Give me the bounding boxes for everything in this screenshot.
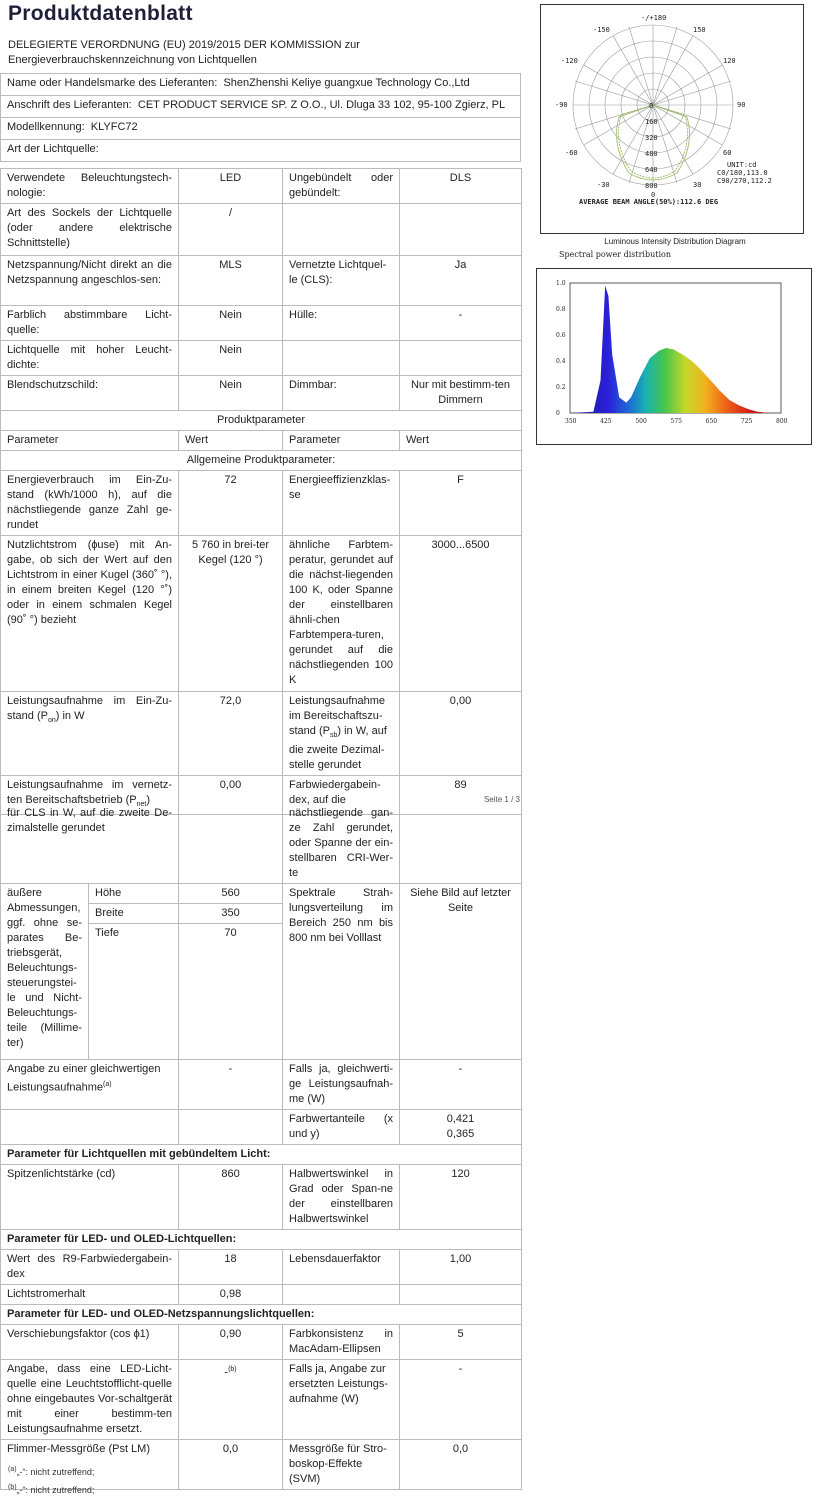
cell-height-value: 560 — [179, 884, 283, 904]
radial-label: 640 — [645, 166, 658, 174]
supplier-name-label: Name oder Handelsmarke des Lieferanten: — [7, 77, 218, 89]
cell-technology-label: Verwendete Beleuchtungstech-nologie: — [1, 169, 179, 204]
header-value: Wert — [400, 431, 522, 451]
header-parameter: Parameter — [1, 431, 179, 451]
networked-sub: net — [136, 801, 147, 809]
angle-label: 60 — [723, 149, 732, 157]
section-product-parameters: Produktparameter — [1, 411, 522, 431]
supplier-name-row — [1, 74, 521, 96]
replacement-dash: - — [224, 1366, 229, 1379]
cell-chromaticity-label: Farbwertanteile (x und y) — [283, 1110, 400, 1145]
footnote-b — [8, 1484, 94, 1495]
cell-directional-value: DLS — [400, 169, 522, 204]
cell-depth-value: 70 — [179, 924, 283, 1060]
polar-svg — [541, 5, 803, 233]
radial-label: 800 — [645, 182, 658, 190]
angle-label: 120 — [723, 57, 736, 65]
cell-chromaticity-value — [400, 1110, 522, 1145]
spectral-svg — [537, 269, 811, 444]
cell-replacement-value — [179, 1360, 283, 1440]
x-tick-label: 425 — [600, 418, 612, 425]
cell-survival-label: Lebensdauerfaktor — [283, 1250, 400, 1285]
cell-survival-value: 1,00 — [400, 1250, 522, 1285]
chromaticity-y: 0,365 — [446, 1128, 475, 1140]
header-parameter: Parameter — [283, 431, 400, 451]
cell-lumen-maintenance-value: 0,98 — [179, 1285, 283, 1305]
radial-label: 480 — [645, 150, 658, 158]
cell-empty — [400, 204, 522, 256]
cell-peak-intensity-label: Spitzenlichtstärke (cd) — [1, 1165, 179, 1230]
x-tick-label: 800 — [776, 418, 788, 425]
light-source-type-label: Art der Lichtquelle: — [1, 140, 521, 162]
cell-luminous-flux-value: 5 760 in brei-ter Kegel (120 °) — [179, 536, 283, 692]
footnote-b-ref: (b) — [228, 1366, 237, 1373]
cell-height-label: Höhe — [89, 884, 179, 904]
cell-empty — [400, 341, 522, 376]
cell-cls-value: Ja — [400, 256, 522, 306]
angle-label: -60 — [565, 149, 578, 157]
unit-label: UNIT:cd — [727, 161, 757, 169]
supplier-table — [0, 73, 521, 162]
cell-r9-value: 18 — [179, 1250, 283, 1285]
cell-width-value: 350 — [179, 904, 283, 924]
x-tick-label: 575 — [670, 418, 682, 425]
cell-beam-angle-value: 120 — [400, 1165, 522, 1230]
y-ticks — [556, 280, 566, 417]
cell-envelope-value: - — [400, 306, 522, 341]
footnote-a-text: „-“: nicht zutreffend; — [16, 1467, 95, 1477]
cell-mains-value: MLS — [179, 256, 283, 306]
cell-on-power-value: 72,0 — [179, 692, 283, 776]
standby-sub: sb — [329, 732, 338, 740]
page-number: Seite 1 / 3 — [483, 795, 520, 804]
cell-dimensions-label: äußere Abmessungen, ggf. ohne se-parates Be-triebsgerät, Beleuchtungs-steuerungstei-le und Nicht-Beleuchtungs-teile (Millime-ter) — [1, 884, 89, 1060]
y-tick-label: 1.0 — [556, 280, 566, 287]
radial-label: 320 — [645, 134, 658, 142]
page-title: Produktdatenblatt — [8, 2, 193, 25]
x-tick-label: 650 — [705, 418, 718, 425]
angle-label: 150 — [693, 26, 706, 34]
cell-spectral-value: Siehe Bild auf letzter Seite — [400, 884, 522, 1060]
footnote-b-text: „-“: nicht zutreffend; — [16, 1485, 95, 1495]
cell-cap-value: / — [179, 204, 283, 256]
x-tick-label: 350 — [565, 418, 577, 425]
cell-empty — [283, 204, 400, 256]
y-tick-label: 0.2 — [556, 384, 566, 391]
angle-label: -120 — [561, 57, 578, 65]
y-tick-label: 0.8 — [556, 306, 566, 313]
cell-energy-consumption-label: Energieverbrauch im Ein-Zu-stand (kWh/1000 h), auf die nächstliegende ganze Zahl ge-rundet — [1, 471, 179, 536]
cell-antiglare-value: Nein — [179, 376, 283, 411]
cell-replaced-power-label: Falls ja, Angabe zur ersetzten Leistungs-aufnahme (W) — [283, 1360, 400, 1440]
model-row — [1, 118, 521, 140]
supplier-address-label: Anschrift des Lieferanten: — [7, 99, 132, 111]
model-label: Modellkennung: — [7, 121, 85, 133]
cell-equivalent-power-label — [1, 1060, 179, 1110]
cell-stroboscopic-label: Messgröße für Stro-boskop-Effekte (SVM) — [283, 1440, 400, 1490]
cell-cap-label: Art des Sockels der Lichtquelle (oder andere elektrische Schnittstelle) — [1, 204, 179, 256]
cell-high-luminance-value: Nein — [179, 341, 283, 376]
networked-text-end: ) — [146, 794, 151, 807]
cell-equivalent-power-value: - — [179, 1060, 283, 1110]
y-tick-label: 0 — [556, 410, 560, 417]
cell-empty — [179, 804, 283, 884]
cell-empty — [1, 1110, 179, 1145]
cell-energy-consumption-value: 72 — [179, 471, 283, 536]
cell-luminous-flux-label: Nutzlichtstrom (ɸuse) mit An-gabe, ob sich der Wert auf den Lichtstrom in einer Kugel (360˚ °), in einem breiten Kegel (120 °˚) oder in einem schmalen Kegel (90˚ °) bezieht — [1, 536, 179, 692]
supplier-address-row — [1, 96, 521, 118]
chromaticity-x: 0,421 — [446, 1113, 475, 1125]
cell-spectral-label: Spektrale Strah-lungsverteilung im Bereich 250 nm bis 800 nm bei Volllast — [283, 884, 400, 1060]
radial-label: 160 — [645, 118, 658, 126]
cell-equivalent-watt-label: Falls ja, gleichwerti-ge Leistungsaufnah-me (W) — [283, 1060, 400, 1110]
angle-label: -/+180 — [641, 14, 667, 22]
footnote-a-mark: (a) — [8, 1466, 17, 1473]
cell-empty — [400, 804, 522, 884]
cell-energy-class-label: Energieeffizienzklas-se — [283, 471, 400, 536]
cell-empty — [283, 1285, 400, 1305]
x-tick-label: 500 — [635, 418, 647, 425]
cell-lumen-maintenance-label: Lichtstromerhalt — [1, 1285, 179, 1305]
cell-empty — [283, 341, 400, 376]
legend-c0: C0/180,113.0 — [717, 169, 768, 177]
cell-dimmable-value: Nur mit bestimm-ten Dimmern — [400, 376, 522, 411]
x-tick-label: 725 — [740, 418, 753, 425]
cell-cls-networked-cont: für CLS in W, auf die zweite De-zimalstelle gerundet — [1, 804, 179, 884]
x-ticks — [565, 418, 788, 425]
section-led-oled: Parameter für LED- und OLED-Lichtquellen: — [1, 1230, 522, 1250]
cell-directional-label: Ungebündelt oder gebündelt: — [283, 169, 400, 204]
networked-text: Leistungsaufnahme im vernetz-ten Bereitschaftsbetrieb (P — [7, 779, 172, 807]
polar-caption: Luminous Intensity Distribution Diagram — [604, 237, 746, 246]
cell-displacement-label: Verschiebungsfaktor (cos ɸ1) — [1, 1325, 179, 1360]
cell-replaced-power-value: - — [400, 1360, 522, 1440]
cell-standby-power-value: 0,00 — [400, 692, 522, 776]
cell-energy-class-value: F — [400, 471, 522, 536]
angle-label: 90 — [737, 101, 746, 109]
section-directional: Parameter für Lichtquellen mit gebündeltem Licht: — [1, 1145, 522, 1165]
cell-standby-power-label — [283, 692, 400, 776]
angle-label: -150 — [593, 26, 610, 34]
section-general-parameters: Allgemeine Produktparameter: — [1, 451, 522, 471]
spectral-chart — [536, 268, 812, 445]
cell-color-consistency-label: Farbkonsistenz in MacAdam-Ellipsen — [283, 1325, 400, 1360]
cell-displacement-value: 0,90 — [179, 1325, 283, 1360]
cell-cct-label: ähnliche Farbtem-peratur, gerundet auf die nächst-liegenden 100 K, oder Spanne der einstellbaren ähnli-chen Farbtempera-turen, gerundet auf die nächstliegenden 100 K — [283, 536, 400, 692]
cell-depth-label: Tiefe — [89, 924, 179, 1060]
cell-networked-standby-value: 0,00 — [179, 776, 283, 815]
regulation-subtitle: DELEGIERTE VERORDNUNG (EU) 2019/2015 DER KOMMISSION zur Energieverbrauchskennzeichnung von Lichtquellen — [8, 39, 360, 66]
on-power-text-end: ) in W — [55, 710, 85, 722]
angle-label: -30 — [597, 181, 610, 189]
product-table-1 — [0, 168, 522, 815]
equivalent-text: Angabe zu einer gleichwertigen Leistungsaufnahme — [7, 1063, 161, 1094]
on-power-text: Leistungsaufnahme im Ein-Zu-stand (P — [7, 695, 172, 722]
standby-text: Leistungsaufnahme im Bereitschaftszu-stand (P — [289, 695, 386, 737]
cell-beam-angle-label: Halbwertswinkel in Grad oder Span-ne der einstellbaren Halbwertswinkel — [283, 1165, 400, 1230]
angle-label: 30 — [693, 181, 702, 189]
cell-envelope-label: Hülle: — [283, 306, 400, 341]
model-value: KLYFC72 — [90, 121, 138, 133]
cell-flicker-label: Flimmer-Messgröße (Pst LM) — [1, 1440, 179, 1490]
standby-text-end: ) in W, auf die zweite Dezimal-stelle gerundet — [289, 725, 387, 772]
footnote-a — [8, 1466, 94, 1477]
cell-cls-label: Vernetzte Lichtquel-le (CLS): — [283, 256, 400, 306]
cell-equivalent-watt-value: - — [400, 1060, 522, 1110]
legend-c90: C90/270,112.2 — [717, 177, 772, 185]
angle-label: -90 — [555, 101, 568, 109]
cell-tunable-value: Nein — [179, 306, 283, 341]
product-table-2 — [0, 804, 522, 1490]
radial-label: 0 — [649, 102, 654, 110]
spectrum-caption: Spectral power distribution — [558, 250, 671, 259]
cell-cri-value: 89 — [400, 776, 522, 815]
section-led-oled-mains: Parameter für LED- und OLED-Netzspannungslichtquellen: — [1, 1305, 522, 1325]
y-tick-label: 0.4 — [556, 358, 566, 365]
cell-empty — [179, 1110, 283, 1145]
cell-color-consistency-value: 5 — [400, 1325, 522, 1360]
cell-cri-label: Farbwiedergabein-dex, auf die — [283, 776, 400, 815]
cell-flicker-value: 0,0 — [179, 1440, 283, 1490]
header-value: Wert — [179, 431, 283, 451]
cell-replacement-label: Angabe, dass eine LED-Licht-quelle eine Leuchtstofflicht-quelle ohne eingebautes Vor-schaltgerät mit einer bestimm-ten Leistungsaufnahme ersetzt. — [1, 1360, 179, 1440]
cell-empty — [400, 1285, 522, 1305]
cell-cct-value: 3000...6500 — [400, 536, 522, 692]
angle-label: 0 — [651, 191, 656, 199]
luminous-intensity-diagram — [540, 4, 804, 234]
cell-high-luminance-label: Lichtquelle mit hoher Leucht-dichte: — [1, 341, 179, 376]
supplier-address-value: CET PRODUCT SERVICE SP. Z O.O., Ul. Dluga 33 102, 95-100 Zgierz, PL — [137, 99, 506, 111]
cell-technology-value: LED — [179, 169, 283, 204]
cell-dimmable-label: Dimmbar: — [283, 376, 400, 411]
beam-angle-text: AVERAGE BEAM ANGLE(50%):112.6 DEG — [579, 198, 719, 206]
spectrum-area — [570, 286, 781, 413]
cell-cri-cont: nächstliegende gan-ze Zahl gerundet, oder Spanne der ein-stellbaren CRI-Wer-te — [283, 804, 400, 884]
supplier-name-value: ShenZhenshi Keliye guangxue Technology Co.,Ltd — [223, 77, 470, 89]
cell-width-label: Breite — [89, 904, 179, 924]
cell-antiglare-label: Blendschutzschild: — [1, 376, 179, 411]
footnote-a-ref: (a) — [103, 1081, 112, 1088]
cell-tunable-label: Farblich abstimmbare Licht-quelle: — [1, 306, 179, 341]
y-tick-label: 0.6 — [556, 332, 566, 339]
cell-stroboscopic-value: 0,0 — [400, 1440, 522, 1490]
cell-r9-label: Wert des R9-Farbwiedergabein-dex — [1, 1250, 179, 1285]
footnote-b-mark: (b) — [8, 1484, 17, 1491]
cell-on-power-label — [1, 692, 179, 776]
cell-mains-label: Netzspannung/Nicht direkt an die Netzspannung angeschlos-sen: — [1, 256, 179, 306]
on-power-sub: on — [47, 717, 56, 725]
cell-peak-intensity-value: 860 — [179, 1165, 283, 1230]
